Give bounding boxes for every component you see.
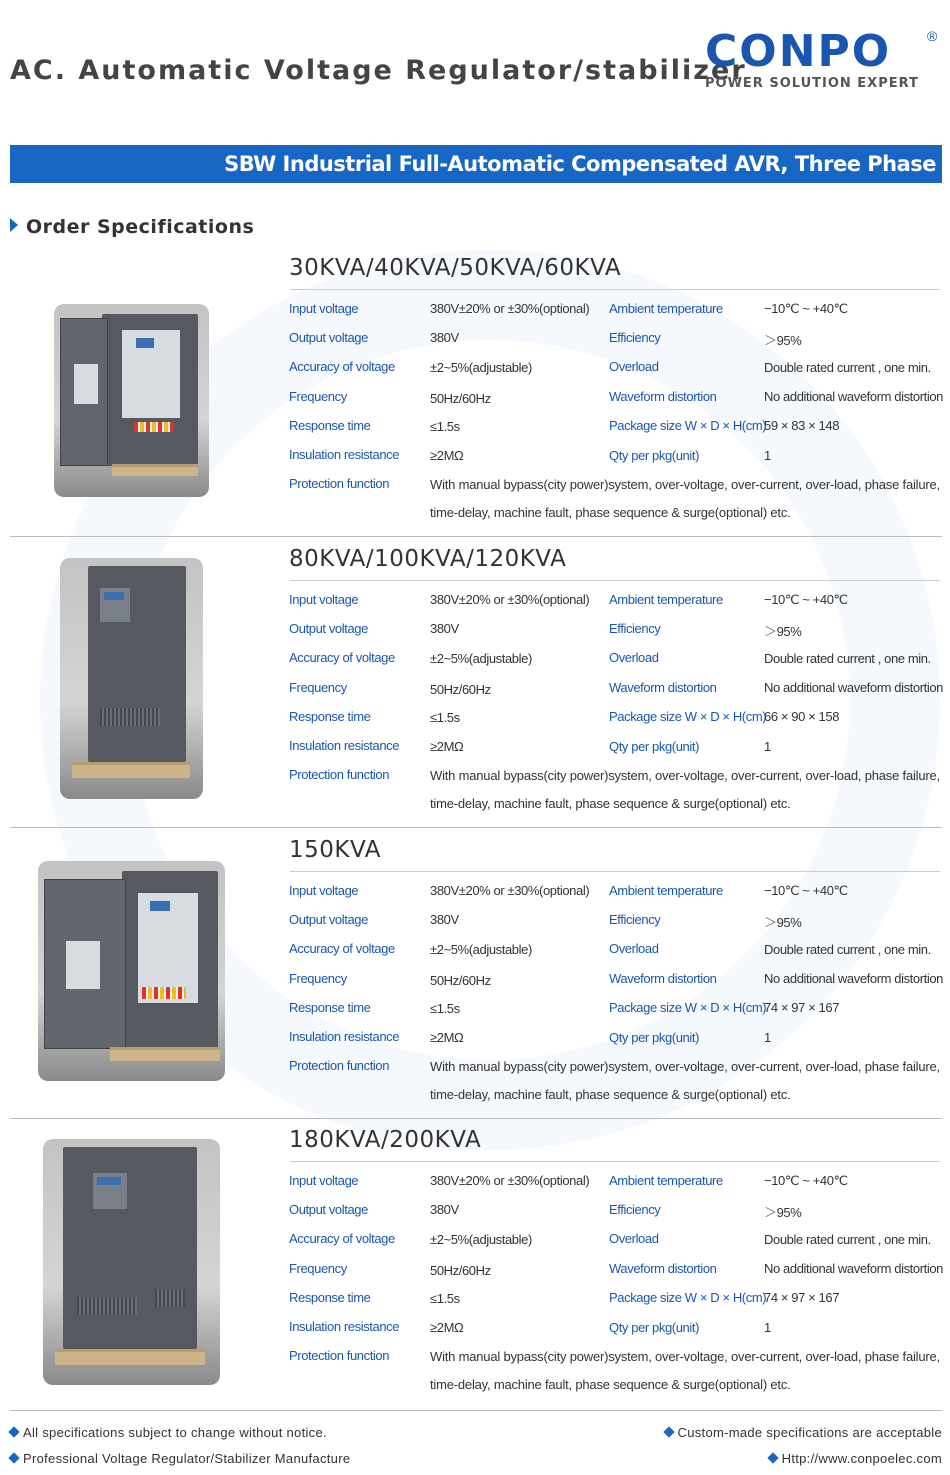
ambient-temperature-label: Ambient temperature [609,301,723,316]
diamond-bullet-icon [8,1452,19,1463]
protection-line-2: time-delay, machine fault, phase sequence & surge(optional) etc. [430,796,791,811]
qty-value: 1 [764,1320,771,1335]
efficiency-value: ＞95% [764,333,802,348]
insulation-label: Insulation resistance [289,738,400,753]
qty-label: Qty per pkg(unit) [609,739,700,754]
footer-rule [10,1410,942,1411]
overload-label: Overload [609,359,659,374]
response-time-value: ≤1.5s [430,710,460,725]
frequency-value: 50Hz/60Hz [430,682,491,697]
insulation-value: ≥2MΩ [430,1030,464,1045]
input-voltage-value: 380V±20% or ±30%(optional) [430,592,590,607]
input-voltage-value: 380V±20% or ±30%(optional) [430,1173,590,1188]
product-banner [10,145,942,183]
efficiency-value: ＞95% [764,624,802,639]
ambient-temperature-label: Ambient temperature [609,1173,723,1188]
overload-value: Double rated current , one min. [764,1232,931,1247]
overload-label: Overload [609,650,659,665]
protection-label: Protection function [289,476,390,491]
section-title: 80KVA/100KVA/120KVA [289,546,567,572]
protection-line-2: time-delay, machine fault, phase sequence & surge(optional) etc. [430,505,791,520]
registered-mark: ® [927,28,938,44]
protection-line-2: time-delay, machine fault, phase sequence & surge(optional) etc. [430,1377,791,1392]
footer-note-change-text: All specifications subject to change without notice. [23,1425,327,1440]
footer-website [769,1451,942,1466]
diamond-bullet-icon [8,1426,19,1437]
overload-label: Overload [609,941,659,956]
qty-value: 1 [764,448,771,463]
footer-note-custom-text: Custom-made specifications are acceptable [677,1425,942,1440]
overload-value: Double rated current , one min. [764,942,931,957]
section-rule [290,871,940,872]
footer-note-change [10,1425,327,1440]
frequency-value: 50Hz/60Hz [430,391,491,406]
output-voltage-label: Output voltage [289,621,368,636]
overload-label: Overload [609,1231,659,1246]
protection-line-1: With manual bypass(city power)system, over-voltage, over-current, over-load, phase failure, [430,477,940,492]
product-photo-closed-cabinet [60,558,203,799]
insulation-label: Insulation resistance [289,1319,400,1334]
protection-line-1: With manual bypass(city power)system, over-voltage, over-current, over-load, phase failure, [430,1349,940,1364]
section-title: 150KVA [289,837,381,863]
frequency-label: Frequency [289,1261,347,1276]
protection-label: Protection function [289,1058,390,1073]
diamond-bullet-icon [767,1452,778,1463]
output-voltage-label: Output voltage [289,330,368,345]
ambient-temperature-value: −10℃ ~ +40℃ [764,301,848,316]
product-photo-open-cabinet [54,304,209,497]
qty-label: Qty per pkg(unit) [609,1030,700,1045]
response-time-value: ≤1.5s [430,1001,460,1016]
package-size-value: 74 × 97 × 167 [764,1290,840,1305]
triangle-bullet-icon [10,218,18,232]
response-time-label: Response time [289,709,371,724]
ambient-temperature-value: −10℃ ~ +40℃ [764,883,848,898]
spec-section-30-60kva [0,255,950,547]
output-voltage-label: Output voltage [289,912,368,927]
ambient-temperature-label: Ambient temperature [609,592,723,607]
logo-wordmark: CONPO [705,26,892,77]
response-time-label: Response time [289,1000,371,1015]
protection-line-2: time-delay, machine fault, phase sequence & surge(optional) etc. [430,1087,791,1102]
package-size-value: 66 × 90 × 158 [764,709,840,724]
accuracy-value: ±2~5%(adjustable) [430,942,532,957]
waveform-value: No additional waveform distortion [764,680,944,695]
efficiency-label: Efficiency [609,1202,661,1217]
accuracy-label: Accuracy of voltage [289,359,395,374]
package-size-value: 59 × 83 × 148 [764,418,840,433]
product-photo-closed-cabinet [43,1139,220,1385]
insulation-value: ≥2MΩ [430,1320,464,1335]
waveform-label: Waveform distortion [609,1261,717,1276]
efficiency-value: ＞95% [764,915,802,930]
diamond-bullet-icon [663,1426,674,1437]
waveform-value: No additional waveform distortion [764,971,944,986]
waveform-value: No additional waveform distortion [764,389,944,404]
output-voltage-value: 380V [430,621,459,636]
section-divider [10,827,942,828]
input-voltage-value: 380V±20% or ±30%(optional) [430,883,590,898]
insulation-label: Insulation resistance [289,447,400,462]
footer-note-manufacture [10,1451,350,1466]
frequency-value: 50Hz/60Hz [430,1263,491,1278]
accuracy-label: Accuracy of voltage [289,1231,395,1246]
spec-section-150kva [0,837,950,1129]
qty-label: Qty per pkg(unit) [609,1320,700,1335]
spec-section-180-200kva [0,1127,950,1419]
output-voltage-value: 380V [430,912,459,927]
section-rule [290,580,940,581]
package-size-label: Package size W × D × H(cm) [609,709,767,724]
section-divider [10,536,942,537]
protection-line-1: With manual bypass(city power)system, over-voltage, over-current, over-load, phase failure, [430,1059,940,1074]
logo-tagline: POWER SOLUTION EXPERT [705,76,919,91]
ambient-temperature-value: −10℃ ~ +40℃ [764,592,848,607]
package-size-label: Package size W × D × H(cm) [609,1000,767,1015]
qty-label: Qty per pkg(unit) [609,448,700,463]
protection-label: Protection function [289,1348,390,1363]
insulation-label: Insulation resistance [289,1029,400,1044]
accuracy-label: Accuracy of voltage [289,941,395,956]
section-rule [290,289,940,290]
protection-label: Protection function [289,767,390,782]
spec-section-80-120kva [0,546,950,838]
input-voltage-value: 380V±20% or ±30%(optional) [430,301,590,316]
brand-logo [705,28,945,98]
frequency-value: 50Hz/60Hz [430,973,491,988]
footer-website-link[interactable]: Http://www.conpoelec.com [781,1451,942,1466]
input-voltage-label: Input voltage [289,301,359,316]
response-time-label: Response time [289,1290,371,1305]
overload-value: Double rated current , one min. [764,651,931,666]
insulation-value: ≥2MΩ [430,448,464,463]
product-photo-open-cabinet [38,861,225,1081]
ambient-temperature-label: Ambient temperature [609,883,723,898]
frequency-label: Frequency [289,971,347,986]
input-voltage-label: Input voltage [289,883,359,898]
output-voltage-value: 380V [430,1202,459,1217]
page-title: AC. Automatic Voltage Regulator/stabilizer [10,55,747,86]
accuracy-value: ±2~5%(adjustable) [430,360,532,375]
response-time-value: ≤1.5s [430,1291,460,1306]
frequency-label: Frequency [289,389,347,404]
output-voltage-label: Output voltage [289,1202,368,1217]
efficiency-label: Efficiency [609,621,661,636]
input-voltage-label: Input voltage [289,1173,359,1188]
package-size-value: 74 × 97 × 167 [764,1000,840,1015]
order-heading-text: Order Specifications [26,216,255,238]
output-voltage-value: 380V [430,330,459,345]
order-specifications-heading [10,216,254,238]
ambient-temperature-value: −10℃ ~ +40℃ [764,1173,848,1188]
efficiency-value: ＞95% [764,1205,802,1220]
efficiency-label: Efficiency [609,330,661,345]
response-time-label: Response time [289,418,371,433]
overload-value: Double rated current , one min. [764,360,931,375]
section-title: 30KVA/40KVA/50KVA/60KVA [289,255,622,281]
waveform-value: No additional waveform distortion [764,1261,944,1276]
waveform-label: Waveform distortion [609,389,717,404]
footer-note-manufacture-text: Professional Voltage Regulator/Stabilizer Manufacture [23,1451,351,1466]
accuracy-value: ±2~5%(adjustable) [430,651,532,666]
frequency-label: Frequency [289,680,347,695]
banner-title: SBW Industrial Full-Automatic Compensated AVR, Three Phase [224,152,936,176]
footer-note-custom [665,1425,942,1440]
qty-value: 1 [764,1030,771,1045]
accuracy-value: ±2~5%(adjustable) [430,1232,532,1247]
accuracy-label: Accuracy of voltage [289,650,395,665]
section-title: 180KVA/200KVA [289,1127,482,1153]
section-rule [290,1161,940,1162]
package-size-label: Package size W × D × H(cm) [609,418,767,433]
section-divider [10,1118,942,1119]
waveform-label: Waveform distortion [609,971,717,986]
efficiency-label: Efficiency [609,912,661,927]
waveform-label: Waveform distortion [609,680,717,695]
package-size-label: Package size W × D × H(cm) [609,1290,767,1305]
input-voltage-label: Input voltage [289,592,359,607]
qty-value: 1 [764,739,771,754]
protection-line-1: With manual bypass(city power)system, over-voltage, over-current, over-load, phase failure, [430,768,940,783]
insulation-value: ≥2MΩ [430,739,464,754]
response-time-value: ≤1.5s [430,419,460,434]
